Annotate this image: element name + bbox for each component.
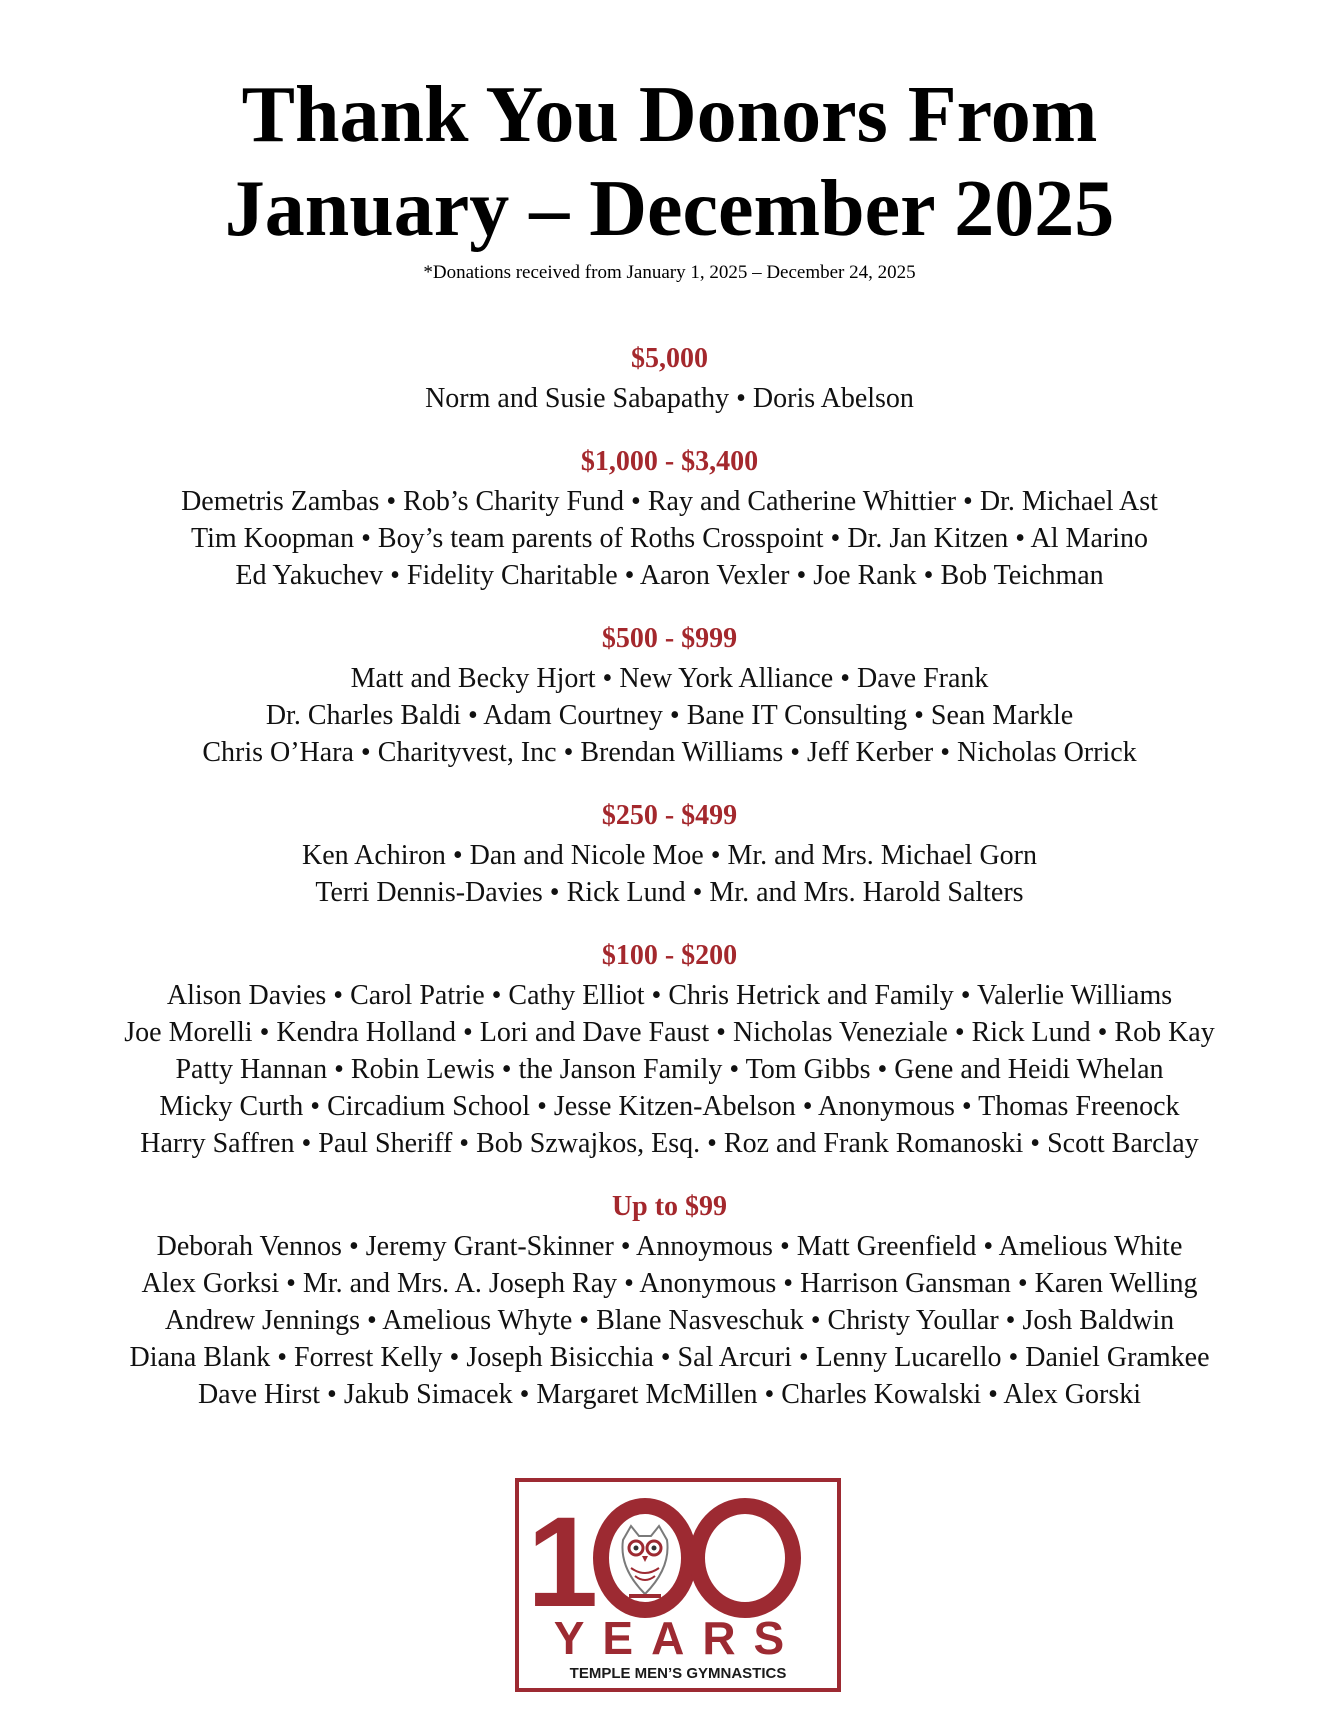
donor-tier [0,939,1339,1162]
donor-tier [0,799,1339,911]
donor-names-line: Micky Curth • Circadium School • Jesse Kitzen-Abelson • Anonymous • Thomas Freenock [159,1091,1180,1122]
page-title-line-1: Thank You Donors From [241,71,1098,159]
donor-names-line: Dr. Charles Baldi • Adam Courtney • Bane IT Consulting • Sean Markle [265,700,1074,731]
date-range-note: *Donations received from January 1, 2025 – December 24, 2025 [423,262,916,283]
donor-tiers [0,342,1339,1413]
donor-names-line: Harry Saffren • Paul Sheriff • Bob Szwajkos, Esq. • Roz and Frank Romanoski • Scott Barclay [140,1128,1199,1159]
donor-names-line: Chris O’Hara • Charityvest, Inc • Brendan Williams • Jeff Kerber • Nicholas Orrick [202,737,1137,768]
donor-names-line: Ken Achiron • Dan and Nicole Moe • Mr. and Mrs. Michael Gorn [302,840,1037,871]
donor-tier [0,622,1339,771]
tier-heading: $100 - $200 [601,940,738,971]
page-title [0,0,1339,256]
tier-heading: $1,000 - $3,400 [580,446,759,477]
donor-names-line: Patty Hannan • Robin Lewis • the Janson Family • Tom Gibbs • Gene and Heidi Whelan [175,1054,1164,1085]
donor-names-line: Norm and Susie Sabapathy • Doris Abelson [425,383,914,414]
donor-names-line: Matt and Becky Hjort • New York Alliance • Dave Frank [350,663,989,694]
donor-names-line: Alex Gorksi • Mr. and Mrs. A. Joseph Ray • Anonymous • Harrison Gansman • Karen Welling [141,1268,1198,1299]
temple-100-years-logo [515,1478,841,1692]
donor-names-line: Deborah Vennos • Jeremy Grant-Skinner • Annoymous • Matt Greenfield • Amelious White [156,1231,1183,1262]
donor-names-line: Diana Blank • Forrest Kelly • Joseph Bisicchia • Sal Arcuri • Lenny Lucarello • Daniel Gramkee [129,1342,1210,1373]
donor-names-line: Terri Dennis-Davies • Rick Lund • Mr. and Mrs. Harold Salters [315,877,1024,908]
donor-names-line: Tim Koopman • Boy’s team parents of Roths Crosspoint • Dr. Jan Kitzen • Al Marino [190,523,1148,554]
logo-years-text: YEARS [553,1612,803,1664]
tier-heading: $500 - $999 [601,623,738,654]
tier-heading: $5,000 [631,343,708,374]
donor-names-line: Dave Hirst • Jakub Simacek • Margaret McMillen • Charles Kowalski • Alex Gorski [197,1379,1142,1410]
logo-graphic [519,1482,837,1688]
donor-names-line: Andrew Jennings • Amelious Whyte • Blane Nasveschuk • Christy Youllar • Josh Baldwin [164,1305,1175,1336]
logo-number-zero [697,1506,793,1610]
owl-icon [601,1506,689,1610]
tier-heading: Up to $99 [611,1191,728,1222]
logo-number-one: 1 [527,1491,599,1634]
donor-names-line: Alison Davies • Carol Patrie • Cathy Elliot • Chris Hetrick and Family • Valerlie Williams [166,980,1173,1011]
donor-names-line: Demetris Zambas • Rob’s Charity Fund • Ray and Catherine Whittier • Dr. Michael Ast [181,486,1158,517]
donor-names-line: Ed Yakuchev • Fidelity Charitable • Aaron Vexler • Joe Rank • Bob Teichman [235,560,1104,591]
page-title-line-2: January – December 2025 [224,165,1115,253]
donor-names-line: Joe Morelli • Kendra Holland • Lori and Dave Faust • Nicholas Veneziale • Rick Lund • Rob Kay [124,1017,1215,1048]
tier-heading: $250 - $499 [601,800,738,831]
logo-caption: TEMPLE MEN’S GYMNASTICS [569,1665,787,1682]
donor-tier [0,342,1339,417]
donor-tier [0,1190,1339,1413]
donor-tier [0,445,1339,594]
